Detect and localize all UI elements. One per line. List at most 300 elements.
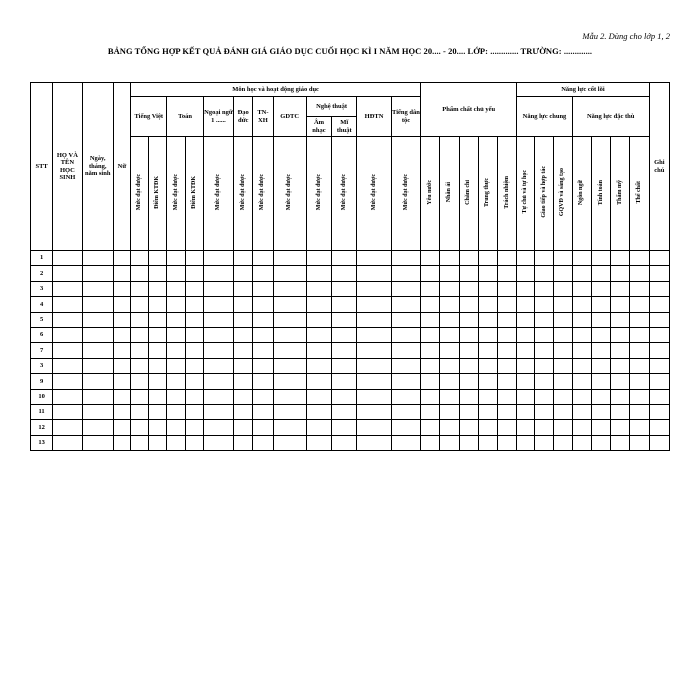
empty-cell[interactable] [649, 266, 669, 281]
empty-cell[interactable] [306, 297, 331, 312]
empty-cell[interactable] [131, 404, 149, 419]
empty-cell[interactable] [185, 297, 203, 312]
empty-cell[interactable] [53, 420, 82, 435]
empty-cell[interactable] [234, 420, 253, 435]
empty-cell[interactable] [572, 374, 591, 389]
empty-cell[interactable] [203, 389, 233, 404]
empty-cell[interactable] [149, 281, 167, 296]
empty-cell[interactable] [498, 435, 517, 450]
empty-cell[interactable] [649, 435, 669, 450]
empty-cell[interactable] [185, 435, 203, 450]
empty-cell[interactable] [591, 404, 610, 419]
empty-cell[interactable] [572, 266, 591, 281]
empty-cell[interactable] [113, 374, 130, 389]
empty-cell[interactable] [459, 420, 478, 435]
empty-cell[interactable] [478, 358, 497, 373]
empty-cell[interactable] [332, 281, 357, 296]
empty-cell[interactable] [517, 420, 535, 435]
empty-cell[interactable] [113, 389, 130, 404]
empty-cell[interactable] [131, 251, 149, 266]
empty-cell[interactable] [498, 374, 517, 389]
empty-cell[interactable] [82, 358, 113, 373]
empty-cell[interactable] [82, 343, 113, 358]
empty-cell[interactable] [498, 251, 517, 266]
empty-cell[interactable] [498, 266, 517, 281]
empty-cell[interactable] [535, 297, 553, 312]
empty-cell[interactable] [391, 266, 420, 281]
empty-cell[interactable] [131, 343, 149, 358]
empty-cell[interactable] [498, 420, 517, 435]
empty-cell[interactable] [113, 435, 130, 450]
empty-cell[interactable] [82, 389, 113, 404]
empty-cell[interactable] [149, 297, 167, 312]
empty-cell[interactable] [440, 358, 459, 373]
empty-cell[interactable] [478, 435, 497, 450]
empty-cell[interactable] [459, 251, 478, 266]
empty-cell[interactable] [517, 358, 535, 373]
empty-cell[interactable] [553, 251, 572, 266]
empty-cell[interactable] [572, 281, 591, 296]
empty-cell[interactable] [113, 266, 130, 281]
empty-cell[interactable] [357, 343, 391, 358]
empty-cell[interactable] [185, 327, 203, 342]
empty-cell[interactable] [591, 251, 610, 266]
empty-cell[interactable] [649, 251, 669, 266]
empty-cell[interactable] [591, 374, 610, 389]
empty-cell[interactable] [421, 343, 440, 358]
empty-cell[interactable] [113, 404, 130, 419]
empty-cell[interactable] [167, 343, 185, 358]
empty-cell[interactable] [131, 374, 149, 389]
empty-cell[interactable] [131, 389, 149, 404]
empty-cell[interactable] [591, 435, 610, 450]
empty-cell[interactable] [306, 251, 331, 266]
empty-cell[interactable] [535, 435, 553, 450]
empty-cell[interactable] [332, 374, 357, 389]
empty-cell[interactable] [273, 343, 306, 358]
empty-cell[interactable] [611, 374, 630, 389]
empty-cell[interactable] [553, 266, 572, 281]
empty-cell[interactable] [273, 404, 306, 419]
empty-cell[interactable] [306, 389, 331, 404]
empty-cell[interactable] [630, 374, 649, 389]
empty-cell[interactable] [167, 358, 185, 373]
empty-cell[interactable] [535, 312, 553, 327]
empty-cell[interactable] [203, 420, 233, 435]
empty-cell[interactable] [185, 420, 203, 435]
empty-cell[interactable] [203, 343, 233, 358]
empty-cell[interactable] [149, 312, 167, 327]
empty-cell[interactable] [185, 374, 203, 389]
empty-cell[interactable] [553, 343, 572, 358]
empty-cell[interactable] [53, 404, 82, 419]
empty-cell[interactable] [391, 327, 420, 342]
empty-cell[interactable] [553, 297, 572, 312]
empty-cell[interactable] [440, 297, 459, 312]
empty-cell[interactable] [357, 389, 391, 404]
empty-cell[interactable] [421, 327, 440, 342]
empty-cell[interactable] [185, 343, 203, 358]
empty-cell[interactable] [273, 312, 306, 327]
empty-cell[interactable] [234, 297, 253, 312]
empty-cell[interactable] [167, 374, 185, 389]
empty-cell[interactable] [421, 297, 440, 312]
empty-cell[interactable] [591, 389, 610, 404]
empty-cell[interactable] [478, 266, 497, 281]
empty-cell[interactable] [357, 435, 391, 450]
empty-cell[interactable] [572, 358, 591, 373]
empty-cell[interactable] [440, 374, 459, 389]
empty-cell[interactable] [149, 266, 167, 281]
empty-cell[interactable] [391, 343, 420, 358]
empty-cell[interactable] [553, 435, 572, 450]
empty-cell[interactable] [535, 251, 553, 266]
empty-cell[interactable] [253, 435, 273, 450]
empty-cell[interactable] [611, 297, 630, 312]
empty-cell[interactable] [459, 297, 478, 312]
empty-cell[interactable] [421, 404, 440, 419]
empty-cell[interactable] [113, 297, 130, 312]
empty-cell[interactable] [630, 389, 649, 404]
empty-cell[interactable] [203, 327, 233, 342]
empty-cell[interactable] [649, 389, 669, 404]
empty-cell[interactable] [149, 374, 167, 389]
empty-cell[interactable] [553, 281, 572, 296]
empty-cell[interactable] [332, 251, 357, 266]
empty-cell[interactable] [253, 281, 273, 296]
empty-cell[interactable] [611, 404, 630, 419]
empty-cell[interactable] [649, 404, 669, 419]
empty-cell[interactable] [234, 327, 253, 342]
empty-cell[interactable] [203, 281, 233, 296]
empty-cell[interactable] [421, 251, 440, 266]
empty-cell[interactable] [234, 358, 253, 373]
empty-cell[interactable] [203, 374, 233, 389]
empty-cell[interactable] [517, 297, 535, 312]
empty-cell[interactable] [611, 281, 630, 296]
empty-cell[interactable] [149, 420, 167, 435]
empty-cell[interactable] [649, 358, 669, 373]
empty-cell[interactable] [82, 374, 113, 389]
empty-cell[interactable] [253, 420, 273, 435]
empty-cell[interactable] [306, 420, 331, 435]
empty-cell[interactable] [82, 297, 113, 312]
empty-cell[interactable] [611, 327, 630, 342]
empty-cell[interactable] [478, 389, 497, 404]
empty-cell[interactable] [572, 251, 591, 266]
empty-cell[interactable] [459, 435, 478, 450]
empty-cell[interactable] [185, 389, 203, 404]
empty-cell[interactable] [630, 420, 649, 435]
empty-cell[interactable] [630, 327, 649, 342]
empty-cell[interactable] [649, 343, 669, 358]
empty-cell[interactable] [572, 327, 591, 342]
empty-cell[interactable] [630, 343, 649, 358]
empty-cell[interactable] [591, 281, 610, 296]
empty-cell[interactable] [131, 420, 149, 435]
empty-cell[interactable] [553, 358, 572, 373]
empty-cell[interactable] [203, 251, 233, 266]
empty-cell[interactable] [332, 404, 357, 419]
empty-cell[interactable] [421, 281, 440, 296]
empty-cell[interactable] [53, 251, 82, 266]
empty-cell[interactable] [306, 358, 331, 373]
empty-cell[interactable] [53, 435, 82, 450]
empty-cell[interactable] [535, 281, 553, 296]
empty-cell[interactable] [234, 389, 253, 404]
empty-cell[interactable] [478, 404, 497, 419]
empty-cell[interactable] [253, 327, 273, 342]
empty-cell[interactable] [332, 327, 357, 342]
empty-cell[interactable] [478, 251, 497, 266]
empty-cell[interactable] [517, 343, 535, 358]
empty-cell[interactable] [253, 358, 273, 373]
empty-cell[interactable] [306, 281, 331, 296]
empty-cell[interactable] [498, 389, 517, 404]
empty-cell[interactable] [459, 389, 478, 404]
empty-cell[interactable] [273, 358, 306, 373]
empty-cell[interactable] [273, 297, 306, 312]
empty-cell[interactable] [332, 266, 357, 281]
empty-cell[interactable] [630, 312, 649, 327]
empty-cell[interactable] [440, 266, 459, 281]
empty-cell[interactable] [478, 420, 497, 435]
empty-cell[interactable] [53, 327, 82, 342]
empty-cell[interactable] [167, 281, 185, 296]
empty-cell[interactable] [498, 404, 517, 419]
empty-cell[interactable] [149, 343, 167, 358]
empty-cell[interactable] [167, 312, 185, 327]
empty-cell[interactable] [167, 327, 185, 342]
empty-cell[interactable] [553, 420, 572, 435]
empty-cell[interactable] [203, 297, 233, 312]
empty-cell[interactable] [517, 389, 535, 404]
empty-cell[interactable] [649, 374, 669, 389]
empty-cell[interactable] [498, 281, 517, 296]
empty-cell[interactable] [185, 266, 203, 281]
empty-cell[interactable] [253, 297, 273, 312]
empty-cell[interactable] [234, 374, 253, 389]
empty-cell[interactable] [553, 312, 572, 327]
empty-cell[interactable] [440, 312, 459, 327]
empty-cell[interactable] [391, 281, 420, 296]
empty-cell[interactable] [630, 404, 649, 419]
empty-cell[interactable] [478, 297, 497, 312]
empty-cell[interactable] [253, 374, 273, 389]
empty-cell[interactable] [391, 374, 420, 389]
empty-cell[interactable] [572, 420, 591, 435]
empty-cell[interactable] [82, 435, 113, 450]
empty-cell[interactable] [391, 404, 420, 419]
empty-cell[interactable] [253, 343, 273, 358]
empty-cell[interactable] [306, 435, 331, 450]
empty-cell[interactable] [53, 389, 82, 404]
empty-cell[interactable] [535, 327, 553, 342]
empty-cell[interactable] [440, 389, 459, 404]
empty-cell[interactable] [611, 251, 630, 266]
empty-cell[interactable] [167, 251, 185, 266]
empty-cell[interactable] [357, 251, 391, 266]
empty-cell[interactable] [149, 435, 167, 450]
empty-cell[interactable] [185, 404, 203, 419]
empty-cell[interactable] [440, 327, 459, 342]
empty-cell[interactable] [440, 281, 459, 296]
empty-cell[interactable] [459, 374, 478, 389]
empty-cell[interactable] [53, 343, 82, 358]
empty-cell[interactable] [649, 312, 669, 327]
empty-cell[interactable] [611, 389, 630, 404]
empty-cell[interactable] [203, 358, 233, 373]
empty-cell[interactable] [149, 327, 167, 342]
empty-cell[interactable] [234, 266, 253, 281]
empty-cell[interactable] [234, 312, 253, 327]
empty-cell[interactable] [630, 435, 649, 450]
empty-cell[interactable] [391, 251, 420, 266]
empty-cell[interactable] [478, 312, 497, 327]
empty-cell[interactable] [357, 358, 391, 373]
empty-cell[interactable] [591, 266, 610, 281]
empty-cell[interactable] [498, 312, 517, 327]
empty-cell[interactable] [82, 251, 113, 266]
empty-cell[interactable] [332, 389, 357, 404]
empty-cell[interactable] [478, 281, 497, 296]
empty-cell[interactable] [357, 312, 391, 327]
empty-cell[interactable] [535, 389, 553, 404]
empty-cell[interactable] [306, 404, 331, 419]
empty-cell[interactable] [82, 281, 113, 296]
empty-cell[interactable] [131, 435, 149, 450]
empty-cell[interactable] [591, 327, 610, 342]
empty-cell[interactable] [440, 435, 459, 450]
empty-cell[interactable] [611, 343, 630, 358]
empty-cell[interactable] [113, 281, 130, 296]
empty-cell[interactable] [459, 358, 478, 373]
empty-cell[interactable] [53, 358, 82, 373]
empty-cell[interactable] [306, 343, 331, 358]
empty-cell[interactable] [517, 435, 535, 450]
empty-cell[interactable] [332, 343, 357, 358]
empty-cell[interactable] [253, 266, 273, 281]
empty-cell[interactable] [517, 266, 535, 281]
empty-cell[interactable] [391, 312, 420, 327]
empty-cell[interactable] [440, 343, 459, 358]
empty-cell[interactable] [131, 358, 149, 373]
empty-cell[interactable] [421, 312, 440, 327]
empty-cell[interactable] [185, 281, 203, 296]
empty-cell[interactable] [649, 281, 669, 296]
empty-cell[interactable] [421, 358, 440, 373]
empty-cell[interactable] [131, 297, 149, 312]
empty-cell[interactable] [131, 312, 149, 327]
empty-cell[interactable] [253, 312, 273, 327]
empty-cell[interactable] [234, 251, 253, 266]
empty-cell[interactable] [391, 297, 420, 312]
empty-cell[interactable] [234, 281, 253, 296]
empty-cell[interactable] [167, 420, 185, 435]
empty-cell[interactable] [53, 266, 82, 281]
empty-cell[interactable] [357, 420, 391, 435]
empty-cell[interactable] [459, 281, 478, 296]
empty-cell[interactable] [517, 404, 535, 419]
empty-cell[interactable] [440, 251, 459, 266]
empty-cell[interactable] [517, 327, 535, 342]
empty-cell[interactable] [553, 327, 572, 342]
empty-cell[interactable] [273, 389, 306, 404]
empty-cell[interactable] [572, 343, 591, 358]
empty-cell[interactable] [391, 389, 420, 404]
empty-cell[interactable] [53, 312, 82, 327]
empty-cell[interactable] [421, 266, 440, 281]
empty-cell[interactable] [234, 435, 253, 450]
empty-cell[interactable] [591, 343, 610, 358]
empty-cell[interactable] [553, 404, 572, 419]
empty-cell[interactable] [535, 358, 553, 373]
empty-cell[interactable] [149, 389, 167, 404]
empty-cell[interactable] [630, 251, 649, 266]
empty-cell[interactable] [535, 343, 553, 358]
empty-cell[interactable] [203, 435, 233, 450]
empty-cell[interactable] [82, 404, 113, 419]
empty-cell[interactable] [113, 251, 130, 266]
empty-cell[interactable] [478, 327, 497, 342]
empty-cell[interactable] [82, 327, 113, 342]
empty-cell[interactable] [440, 404, 459, 419]
empty-cell[interactable] [306, 327, 331, 342]
empty-cell[interactable] [498, 358, 517, 373]
empty-cell[interactable] [131, 266, 149, 281]
empty-cell[interactable] [591, 358, 610, 373]
empty-cell[interactable] [649, 327, 669, 342]
empty-cell[interactable] [131, 281, 149, 296]
empty-cell[interactable] [421, 435, 440, 450]
empty-cell[interactable] [273, 266, 306, 281]
empty-cell[interactable] [53, 297, 82, 312]
empty-cell[interactable] [611, 266, 630, 281]
empty-cell[interactable] [253, 404, 273, 419]
empty-cell[interactable] [167, 266, 185, 281]
empty-cell[interactable] [572, 312, 591, 327]
empty-cell[interactable] [535, 404, 553, 419]
empty-cell[interactable] [167, 435, 185, 450]
empty-cell[interactable] [535, 266, 553, 281]
empty-cell[interactable] [113, 327, 130, 342]
empty-cell[interactable] [273, 420, 306, 435]
empty-cell[interactable] [82, 266, 113, 281]
empty-cell[interactable] [498, 297, 517, 312]
empty-cell[interactable] [535, 374, 553, 389]
empty-cell[interactable] [649, 297, 669, 312]
empty-cell[interactable] [498, 327, 517, 342]
empty-cell[interactable] [273, 435, 306, 450]
empty-cell[interactable] [234, 343, 253, 358]
empty-cell[interactable] [611, 435, 630, 450]
empty-cell[interactable] [591, 420, 610, 435]
empty-cell[interactable] [611, 420, 630, 435]
empty-cell[interactable] [203, 266, 233, 281]
empty-cell[interactable] [167, 404, 185, 419]
empty-cell[interactable] [421, 389, 440, 404]
empty-cell[interactable] [253, 389, 273, 404]
empty-cell[interactable] [82, 420, 113, 435]
empty-cell[interactable] [306, 374, 331, 389]
empty-cell[interactable] [82, 312, 113, 327]
empty-cell[interactable] [572, 435, 591, 450]
empty-cell[interactable] [253, 251, 273, 266]
empty-cell[interactable] [591, 297, 610, 312]
empty-cell[interactable] [572, 404, 591, 419]
empty-cell[interactable] [459, 266, 478, 281]
empty-cell[interactable] [273, 251, 306, 266]
